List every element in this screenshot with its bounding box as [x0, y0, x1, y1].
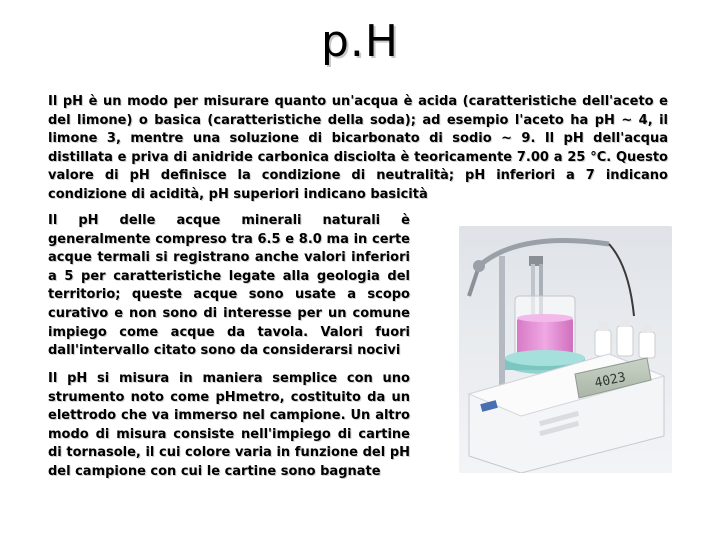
measurement-paragraph: Il pH si misura in maniera semplice con uno strumento noto come pHmetro, costituito da un elettrodo che va immerso nel campione. Un altro modo di misura consiste nell'impiego di cartine di tornasole, il cui colore varia in funzione del pH del campione con cui le cartine sono bagnate	[48, 371, 410, 479]
meter-reading: 4023	[593, 369, 628, 392]
mineral-water-paragraph: Il pH delle acque minerali naturali è generalmente compreso tra 6.5 e 8.0 ma in certe acque termali si registrano anche valori inferiori a 5 per caratteristiche legate alla geologia del territorio; queste acque sono usate a scopo curativo e non sono di interesse per un comune impiego come acque da tavola. Valori fuori dall'intervallo citato sono da considerarsi nocivi	[48, 213, 410, 359]
ph-meter-illustration	[459, 226, 672, 473]
intro-paragraph: Il pH è un modo per misurare quanto un'acqua è acida (caratteristiche dell'aceto e del limone) o basica (caratteristiche della soda); ad esempio l'aceto ha pH ~ 4, il limone 3, mentre una soluzione di bicarbonato di sodio ~ 9. Il pH dell'acqua distillata e priva di anidride carbonica disciolta è teoricamente 7.00 a 25 °C. Questo valore di pH definisce la condizione di neutralità; pH inferiori a 7 indicano condizione di acidità, pH superiori indicano basicità	[48, 94, 668, 202]
beaker	[515, 296, 575, 358]
ph-meter-photo	[459, 226, 672, 473]
buffer-bottles	[595, 318, 655, 358]
page-title: p.H	[320, 16, 399, 67]
